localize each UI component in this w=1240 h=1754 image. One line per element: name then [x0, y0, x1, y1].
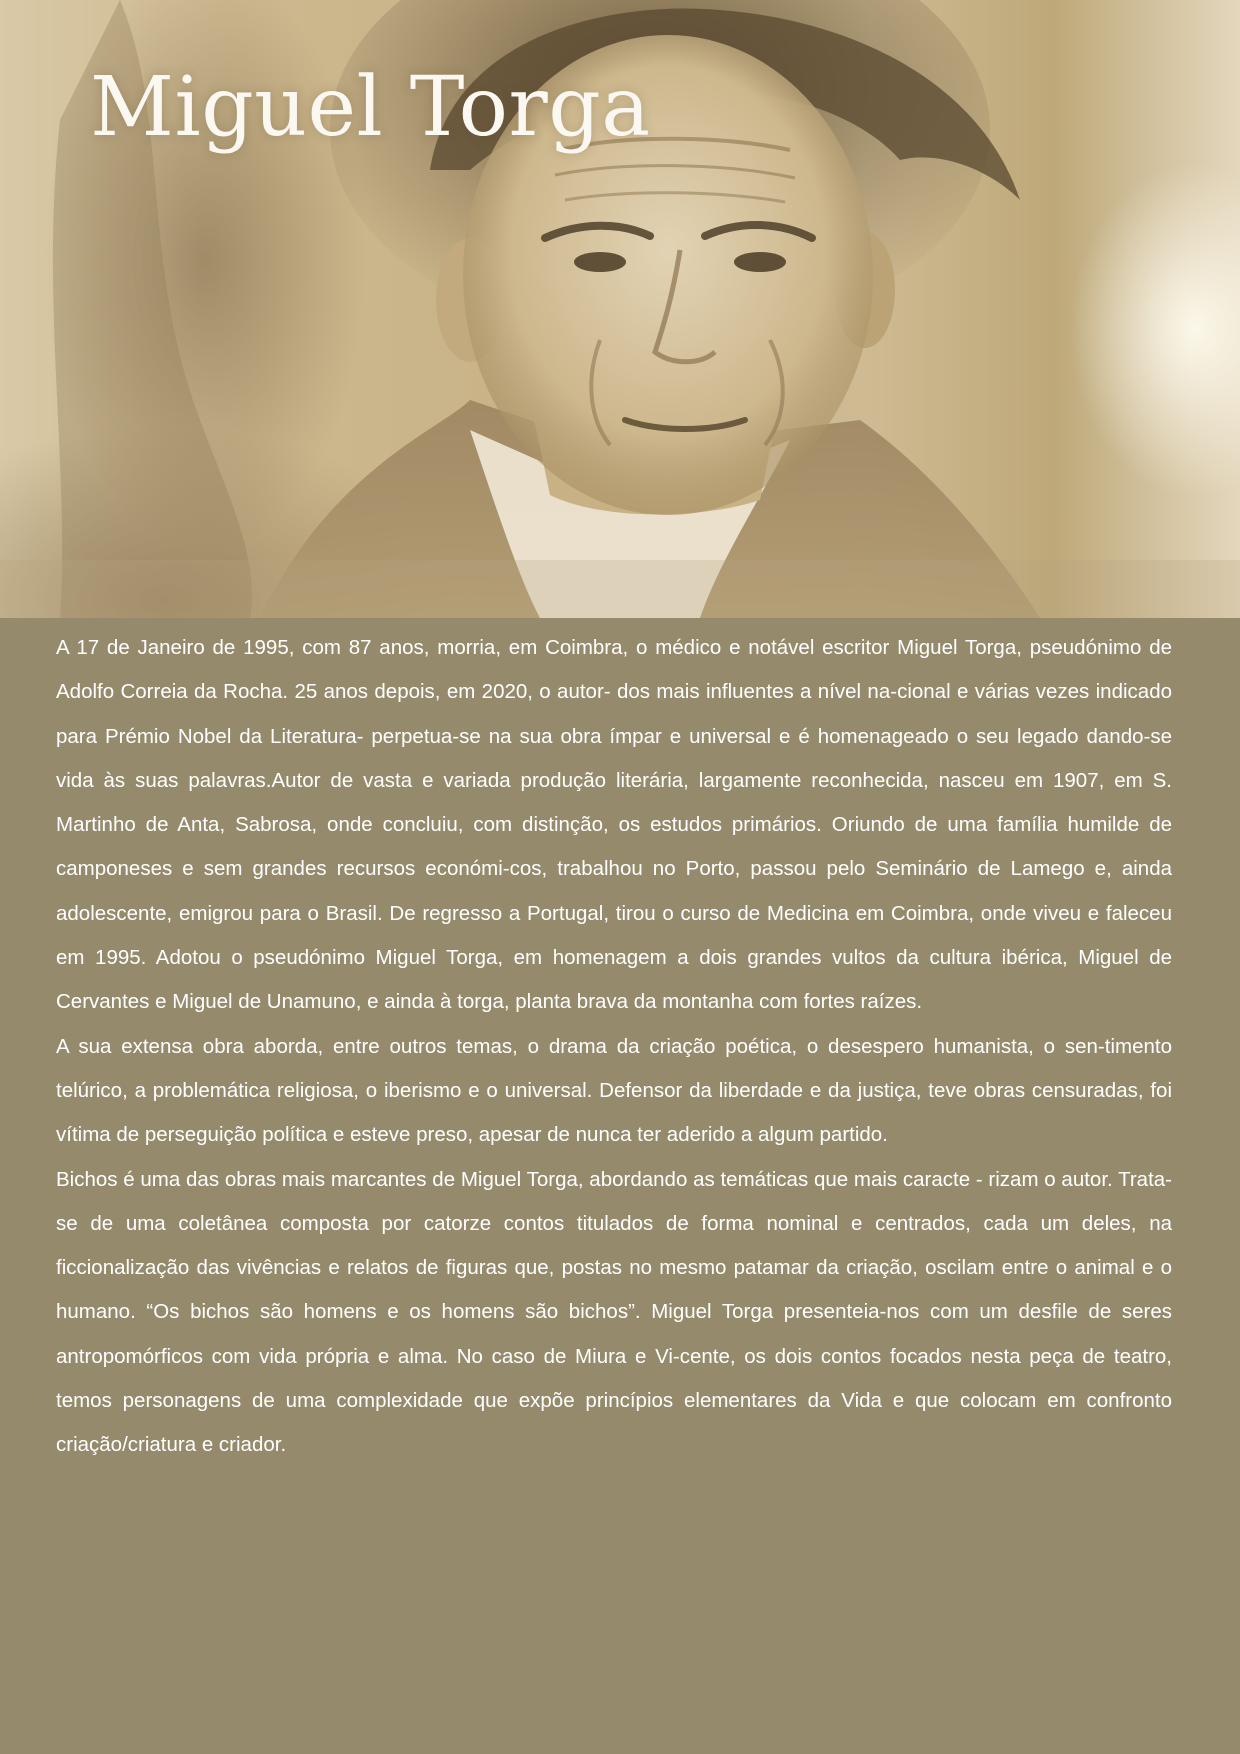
- paragraph-biography: A 17 de Janeiro de 1995, com 87 anos, morria, em Coimbra, o médico e notável escritor Miguel Torga, pseudónimo de Adolfo Correia da Rocha. 25 anos depois, em 2020, o autor- dos mais influentes a nível na-cional e várias vezes indicado para Prémio Nobel da Literatura- perpetua-se na sua obra ímpar e universal e é homenageado o seu legado dando-se vida às suas palavras.Autor de vasta e variada produção literária, largamente reconhecida, nasceu em 1907, em S. Martinho de Anta, Sabrosa, onde concluiu, com distinção, os estudos primários. Oriundo de uma família humilde de camponeses e sem grandes recursos económi-cos, trabalhou no Porto, passou pelo Seminário de Lamego e, ainda adolescente, emigrou para o Brasil. De regresso a Portugal, tirou o curso de Medicina em Coimbra, onde viveu e faleceu em 1995. Adotou o pseudónimo Miguel Torga, em homenagem a dois grandes vultos da cultura ibérica, Miguel de Cervantes e Miguel de Unamuno, e ainda à torga, planta brava da montanha com fortes raízes.: [56, 636, 1172, 1014]
- article-body: [56, 626, 1172, 1468]
- portrait-photo: [0, 0, 1240, 618]
- paragraph-work-themes: A sua extensa obra aborda, entre outros temas, o drama da criação poética, o desespero humanista, o sen-timento telúrico, a problemática religiosa, o iberismo e o universal. Defensor da liberdade e da justiça, teve obras censuradas, foi vítima de perseguição política e esteve preso, apesar de nunca ter aderido a algum partido.: [56, 1034, 1172, 1147]
- page-title: Miguel Torga: [90, 60, 651, 155]
- paragraph-bichos: Bichos é uma das obras mais marcantes de Miguel Torga, abordando as temáticas que mais caracte - rizam o autor. Trata-se de uma coletânea composta por catorze contos titulados de forma nominal e centrados, cada um deles, na ficcionalização das vivências e relatos de figuras que, postas no mesmo patamar da criação, oscilam entre o animal e o humano. “Os bichos são homens e os homens são bichos”. Miguel Torga presenteia-nos com um desfile de seres antropomórficos com vida própria e alma. No caso de Miura e Vi-cente, os dois contos focados nesta peça de teatro, temos personagens de uma complexidade que expõe princípios elementares da Vida e que colocam em confronto criação/criatura e criador.: [56, 1167, 1172, 1457]
